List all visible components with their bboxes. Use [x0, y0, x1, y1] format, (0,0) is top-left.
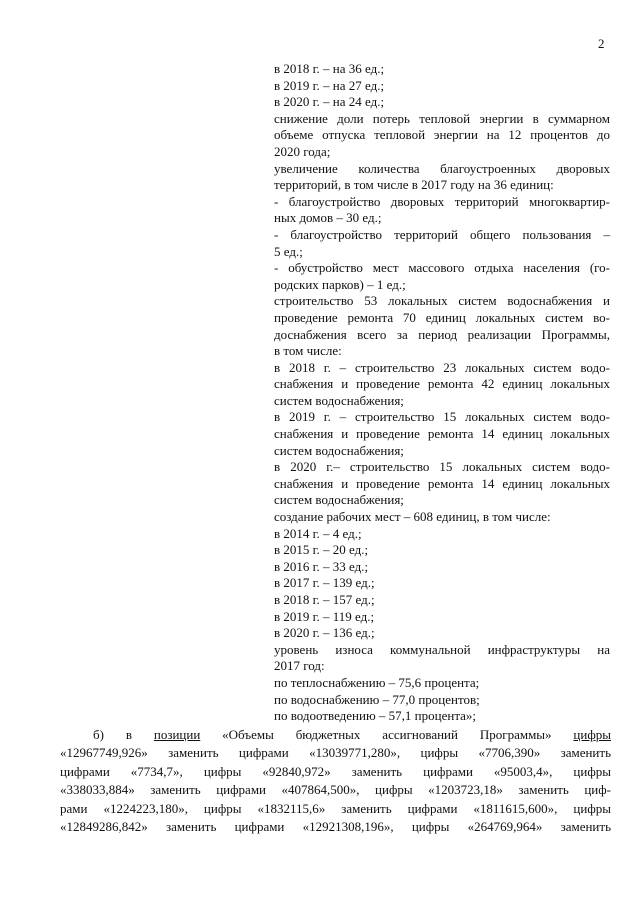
column-line: строительство 53 локальных систем водоснабжения и: [274, 293, 610, 309]
column-line: увеличение количества благоустроенных дворовых: [274, 160, 610, 176]
paragraph-b-line-2: «12967749,926» заменить цифрами «13039771,280», цифры «7706,390» заменить: [60, 745, 611, 761]
paragraph-b-line-3: цифрами «7734,7», цифры «92840,972» заменить цифрами «95003,4», цифры: [60, 763, 611, 779]
column-line: по водоснабжению – 77,0 процентов;: [274, 691, 480, 707]
paragraph-b-line-4: «338033,884» заменить цифрами «407864,500», цифры «1203723,18» заменить циф-: [60, 782, 611, 798]
paragraph-b-line-6: «12849286,842» заменить цифрами «12921308,196», цифры «264769,964» заменить: [60, 819, 611, 835]
column-line: в 2019 г. – строительство 15 локальных систем водо-: [274, 409, 610, 425]
column-line: в 2018 г. – 157 ед.;: [274, 592, 375, 607]
column-line: проведение ремонта 70 единиц локальных систем во-: [274, 309, 610, 325]
column-line: 2020 года;: [274, 143, 331, 159]
column-line: снабжения и проведение ремонта 14 единиц локальных: [274, 475, 610, 491]
column-line: в 2019 г. – на 27 ед.;: [274, 77, 385, 93]
column-line: 5 ед.;: [274, 243, 303, 259]
column-line: уровень износа коммунальной инфраструктуры на: [274, 641, 610, 657]
column-line: - обустройство мест массового отдыха населения (го-: [274, 260, 610, 276]
underlined-word-position: позиции: [153, 727, 201, 742]
column-line: в 2015 г. – 20 ед.;: [274, 542, 369, 558]
column-line: - благоустройство территорий общего пользования –: [274, 226, 610, 242]
paragraph-b-line-1: [60, 726, 611, 744]
column-line: доснабжения всего за период реализации Программы,: [274, 326, 610, 342]
column-line: родских парков) – 1 ед.;: [274, 276, 406, 292]
column-line: в 2017 г. – 139 ед.;: [274, 575, 375, 591]
column-line: по теплоснабжению – 75,6 процента;: [274, 674, 480, 690]
page-number: 2: [598, 36, 605, 51]
column-line: объеме отпуска тепловой энергии на 12 процентов до: [274, 127, 610, 143]
column-line: в том числе:: [274, 343, 342, 359]
paragraph-b: [60, 726, 611, 836]
paragraph-b-item: б) в: [93, 727, 132, 742]
column-line: в 2020 г. – 136 ед.;: [274, 625, 375, 641]
column-line: снабжения и проведение ремонта 14 единиц локальных: [274, 426, 610, 442]
column-line: создание рабочих мест – 608 единиц, в том числе:: [274, 509, 551, 525]
goals-column: [274, 61, 610, 725]
column-line: в 2019 г. – 119 ед.;: [274, 608, 375, 624]
column-line: в 2020 г.– строительство 15 локальных систем водо-: [274, 459, 610, 475]
column-line: 2017 год:: [274, 658, 325, 674]
underlined-word-digits: цифры: [573, 727, 611, 742]
column-line: систем водоснабжения;: [274, 392, 404, 408]
column-line: в 2020 г. – на 24 ед.;: [274, 94, 385, 110]
column-line: в 2016 г. – 33 ед.;: [274, 558, 369, 574]
column-line: систем водоснабжения;: [274, 442, 404, 458]
column-line: снабжения и проведение ремонта 42 единиц локальных: [274, 376, 610, 392]
column-line: ных домов – 30 ед.;: [274, 210, 382, 226]
column-line: снижение доли потерь тепловой энергии в суммарном: [274, 110, 610, 126]
column-line: по водоотведению – 57,1 процента»;: [274, 708, 477, 724]
paragraph-b-line-5: рами «1224223,180», цифры «1832115,6» заменить цифрами «1811615,600», цифры: [60, 800, 611, 816]
column-line: систем водоснабжения;: [274, 492, 404, 508]
column-line: в 2018 г. – на 36 ед.;: [274, 61, 385, 76]
column-line: - благоустройство дворовых территорий многоквартир-: [274, 193, 610, 209]
column-line: в 2018 г. – строительство 23 локальных систем водо-: [274, 359, 610, 375]
programme-position-name: «Объемы бюджетных ассигнований Программы»: [222, 727, 552, 742]
column-line: в 2014 г. – 4 ед.;: [274, 525, 362, 541]
column-line: территорий, в том числе в 2017 году на 36 единиц:: [274, 177, 554, 193]
